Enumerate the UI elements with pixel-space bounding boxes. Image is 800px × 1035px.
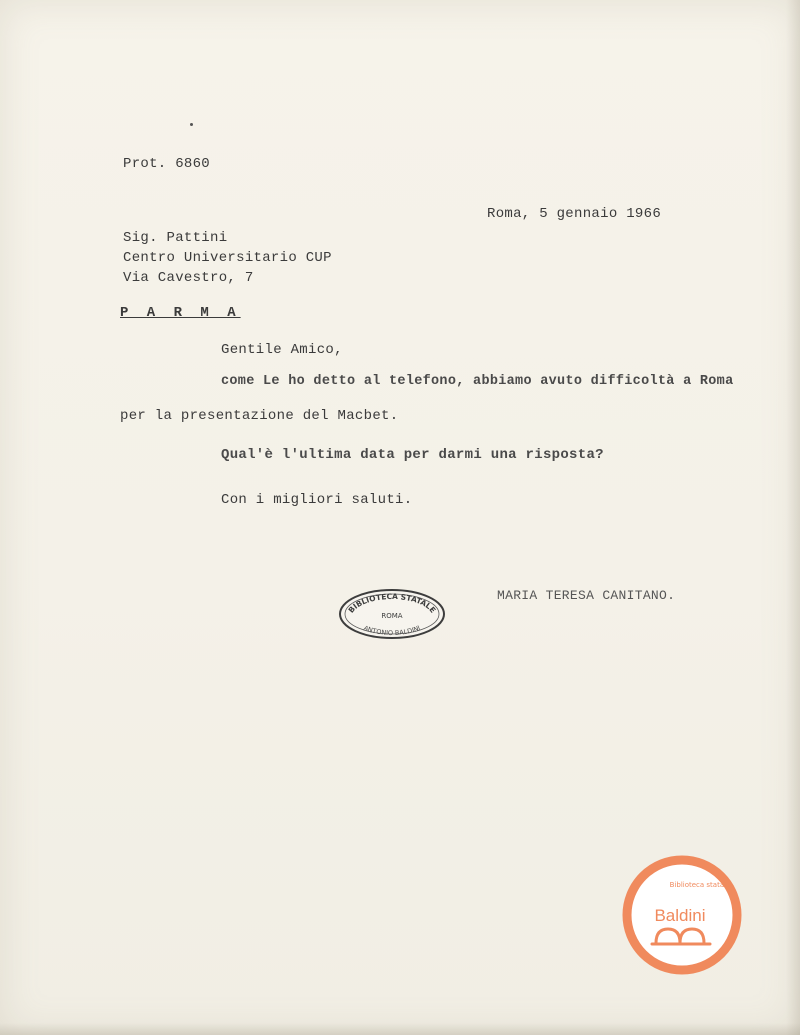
- recipient-organization: Centro Universitario CUP: [123, 250, 332, 266]
- baldini-logo: [622, 855, 742, 975]
- page-bottom-shadow: [0, 1023, 800, 1035]
- body-line-2: per la presentazione del Macbet.: [120, 408, 399, 424]
- ink-speck: [190, 123, 193, 126]
- logo-small-text: Biblioteca statale: [669, 881, 731, 889]
- question-line: Qual'è l'ultima data per darmi una risposta?: [221, 447, 604, 463]
- salutation: Gentile Amico,: [221, 342, 343, 358]
- page-edge-shadow: [786, 0, 800, 1035]
- signature: MARIA TERESA CANITANO.: [497, 588, 676, 603]
- stamp-middle-text: ROMA: [381, 612, 403, 620]
- recipient-city: P A R M A: [120, 305, 241, 321]
- protocol-number: Prot. 6860: [123, 156, 211, 172]
- closing-line: Con i migliori saluti.: [221, 492, 413, 508]
- stamp-bottom-text: ANTONIO BALDINI: [362, 623, 422, 638]
- library-stamp: [337, 588, 447, 640]
- letter-date: Roma, 5 gennaio 1966: [487, 206, 662, 222]
- body-line-1: come Le ho detto al telefono, abbiamo avuto difficoltà a Roma: [221, 374, 734, 389]
- recipient-street: Via Cavestro, 7: [123, 270, 254, 286]
- stamp-top-text: BIBLIOTECA STATALE: [346, 591, 438, 615]
- logo-name: Baldini: [654, 906, 706, 925]
- recipient-name: Sig. Pattini: [123, 230, 228, 246]
